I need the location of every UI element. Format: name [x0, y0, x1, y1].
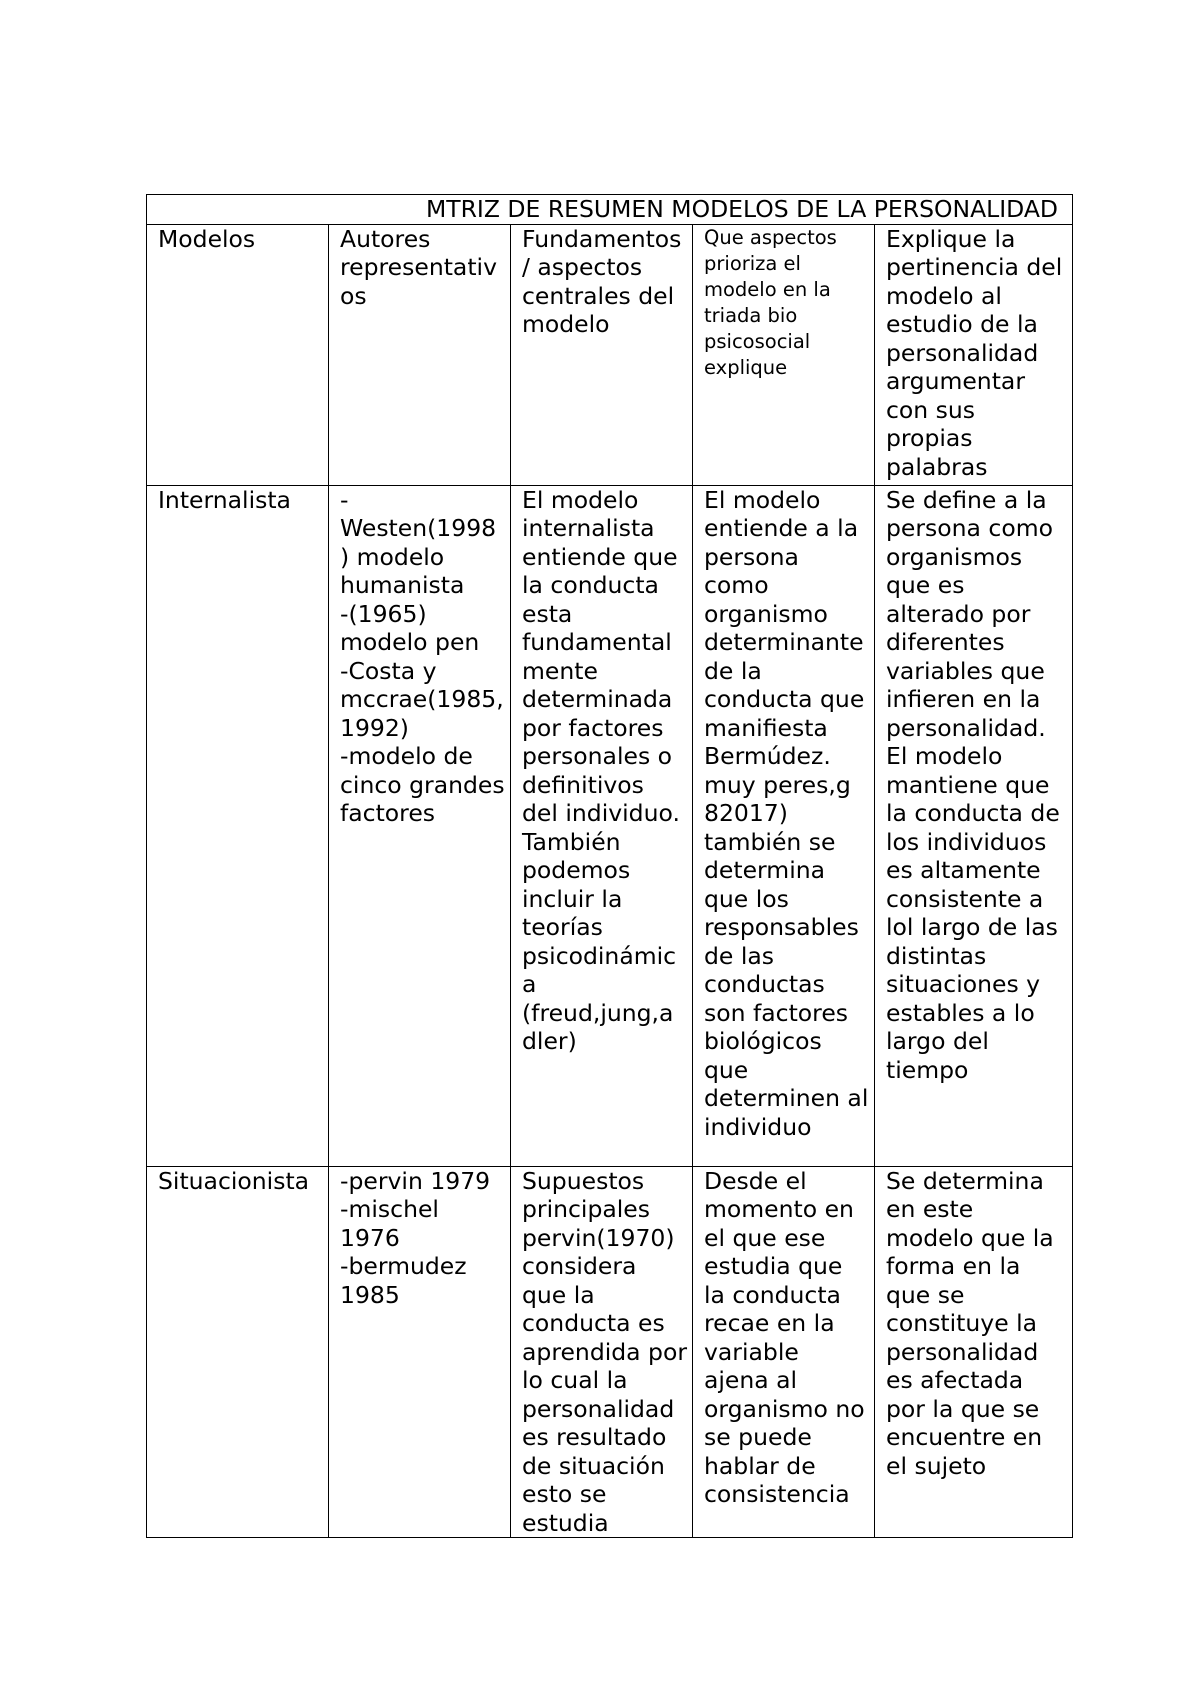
table-title: MTRIZ DE RESUMEN MODELOS DE LA PERSONALIDAD: [147, 195, 1073, 225]
header-cell-aspectos: [693, 224, 875, 485]
header-row: [147, 224, 1073, 485]
cell-aspectos: [693, 1166, 875, 1538]
fundamentos-text: Supuestos principales pervin(1970) considera que la conducta es aprendida por lo cual la personalidad es resultado de situación esto se estudia: [522, 1166, 688, 1537]
modelo-text: Situacionista: [158, 1166, 310, 1195]
cell-pertinencia: [875, 1166, 1073, 1538]
header-aspectos-text: Que aspectos prioriza el modelo en la triada bio psicosocial explique: [704, 225, 837, 379]
modelo-text: Internalista: [158, 485, 291, 514]
header-cell-pertinencia: [875, 224, 1073, 485]
fundamentos-text: El modelo internalista entiende que la conducta esta fundamentalmente determinada por factores personales o definitivos del individuo. También podemos incluir la teorías psicodinámica (freud,jung,adler): [522, 485, 680, 1055]
autores-text: -pervin 1979 -mischel 1976 -bermudez 1985: [340, 1166, 491, 1309]
header-modelos-text: Modelos: [158, 224, 256, 253]
cell-pertinencia: [875, 485, 1073, 1166]
autores-text: -Westen(1998) modelo humanista -(1965) modelo pen -Costa y mccrae(1985,1992) -modelo de cinco grandes factores: [340, 485, 505, 827]
summary-table: [146, 194, 1073, 1538]
cell-autores: [329, 485, 511, 1166]
table-row: [147, 1166, 1073, 1538]
header-fundamentos-text: Fundamentos / aspectos centrales del modelo: [522, 224, 682, 338]
aspectos-text: Desde el momento en el que ese estudia que la conducta recae en la variable ajena al organismo no se puede hablar de consistencia: [704, 1166, 865, 1508]
cell-aspectos: [693, 485, 875, 1166]
title-row: [147, 195, 1073, 225]
aspectos-text: El modelo entiende a la persona como organismo determinante de la conducta que manifiesta Bermúdez. muy peres,g 82017) también se determina que los responsables de las conductas son factores biológicos que determinen al individuo: [704, 485, 869, 1141]
header-autores-text: Autores representativos: [340, 224, 497, 310]
table-row: [147, 485, 1073, 1166]
cell-autores: [329, 1166, 511, 1538]
pertinencia-text: Se define a la persona como organismos que es alterado por diferentes variables que infieren en la personalidad. El modelo mantiene que la conducta de los individuos es altamente consistente a lol largo de las distintas situaciones y estables a lo largo del tiempo: [886, 485, 1060, 1084]
cell-fundamentos: [511, 485, 693, 1166]
cell-modelo: [147, 1166, 329, 1538]
header-cell-autores: [329, 224, 511, 485]
pertinencia-text: Se determina en este modelo que la forma en la que se constituye la personalidad es afectada por la que se encuentre en el sujeto: [886, 1166, 1054, 1480]
header-cell-fundamentos: [511, 224, 693, 485]
header-pertinencia-text: Explique la pertinencia del modelo al estudio de la personalidad argumentar con sus propias palabras: [886, 224, 1063, 481]
cell-fundamentos: [511, 1166, 693, 1538]
header-cell-modelos: [147, 224, 329, 485]
cell-modelo: [147, 485, 329, 1166]
